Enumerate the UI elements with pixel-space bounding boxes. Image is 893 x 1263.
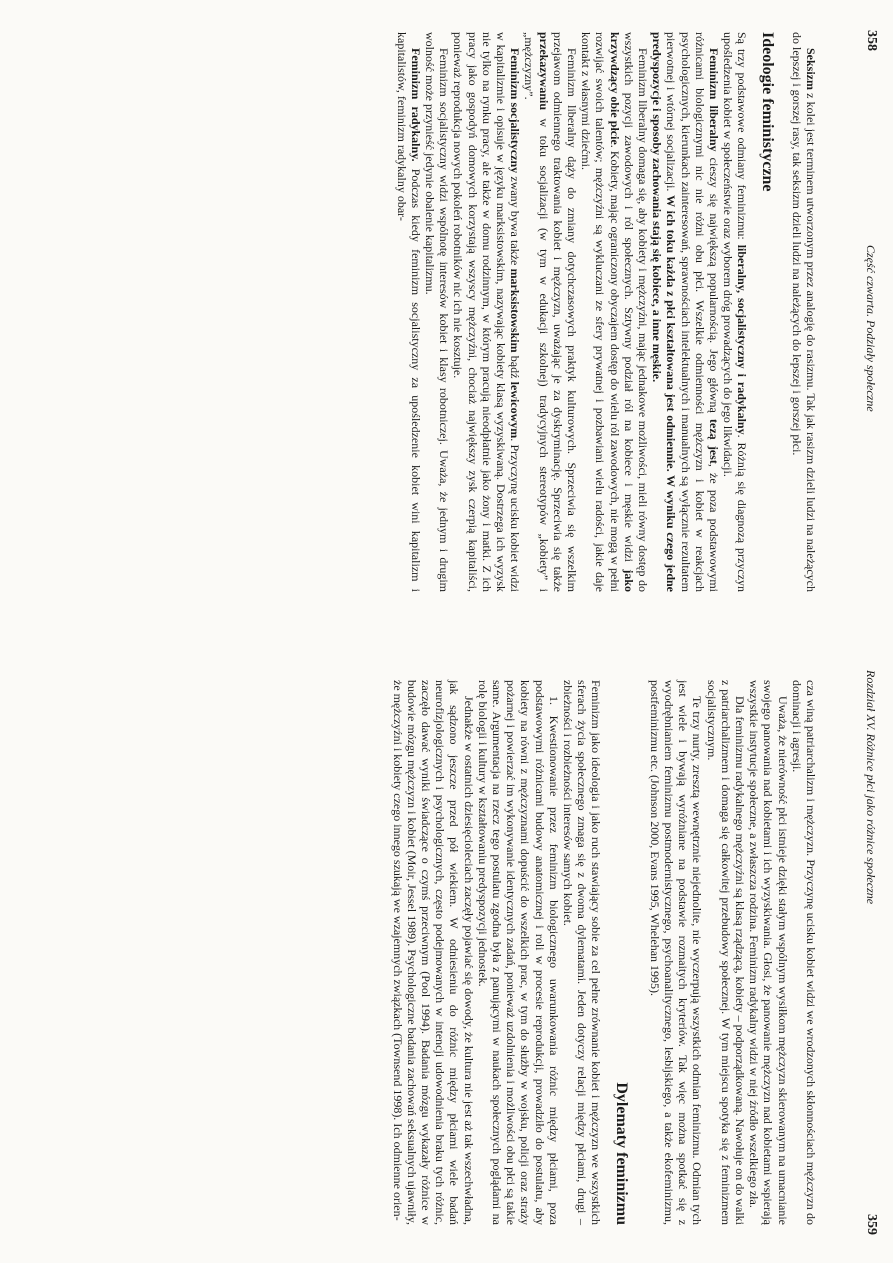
paragraph: Te trzy nurty, zresztą wewnętrznie niejednolite, nie wyczerpują wszystkich odmian feminizmu. Odmian tych jest wiele i bywają wyróżniane na podstawie rozmaitych kryteriów. Tak więc można spotkać się z wyodrębnianiem feminizmu postmodernistycznego, psychoanalitycznego, lesbijskiego, a także ekofeminizmu, postfeminizmu etc. (Johnson 2000, Evans 1995, Whelehan 1995).: [647, 680, 705, 1225]
paragraph: Uważa, że nierówność płci istnieje dzięki stałym wspólnym wysiłkom mężczyzn skierowanym na umacnianie swojego panowania nad kobietami i ich wyzyskiwania. Głosi, że panowanie mężczyzn nad kobietami wspierają wszystkie instytucje społeczne, a zwłaszcza rodzina. Feminizm radykalny widzi w niej źródło wszelkiego zła.: [747, 680, 790, 1225]
right-running-head-title: Rozdział XV. Różnice płci jako różnice społeczne: [864, 670, 878, 905]
section-heading-ideologies: Ideologie feministyczne: [758, 32, 776, 192]
paragraph: 1. Kwestionowanie przez feminizm biologicznego uwarunkowania różnic między płciami, poza podstawowymi różnicami budowy anatomicznej i roli w procesie reprodukcji, prowadziło do postulatu, aby kobiety na równi z mężczyznami dopuścić do wszelkich prac, w tym do służby w wojsku, policji oraz straży pożarnej i powierzać im wykonywanie identycznych zadań, ponieważ uzdolnienia i możliwości obu płci są takie same. Argumentacja na rzecz tego postulatu zgodna była z panującymi w naukach społecznych poglądami na rolę biologii i kultury w kształtowaniu predyspozycji jednostek.: [475, 680, 561, 1225]
paragraph: cza winą patriarchalizm i mężczyzn. Przyczynę ucisku kobiet widzi we wrodzonych skłonnościach mężczyzn do dominacji i agresji.: [789, 680, 818, 1225]
left-body: [394, 32, 749, 592]
paragraph: Feminizm socjalistyczny zwany bywa także marksistowskim bądź lewicowym. Przyczynę ucisku kobiet widzi w kapitalizmie i opisuje w języku marksistowskim, nazywając kobiety klasą wyzyskiwaną. Dostrzega ich wyzysk nie tylko na rynku pracy, ale także w domu rodzinnym, w którym pracują nieodpłatnie jako żony i matki. Z ich pracy jako gospodyń domowych korzystają wszyscy mężczyźni, chociaż największy zysk czerpią kapitaliści, ponieważ reprodukcja nowych pokoleń robotników nic ich nie kosztuje.: [451, 32, 523, 593]
paragraph: Feminizm jako ideologia i jako ruch stawiający sobie za cel pełne zrównanie kobiet i mężczyzn we wszystkich sferach życia społecznego zmaga się z dwoma dylematami. Jeden dotyczy relacji między płciami, drugi – zbieżności i rozbieżności interesów samych kobiet.: [560, 680, 604, 1225]
section-heading-dilemmas: Dylematy feminizmu: [612, 1082, 630, 1225]
paragraph: Feminizm radykalny. Podczas kiedy feminizm socjalistyczny za upośledzenie kobiet wini kapitalizm i kapitalistów, feminizm radykalny obar-: [394, 32, 423, 592]
left-page-number: 358: [864, 30, 879, 51]
right-text-column: [390, 680, 818, 1225]
left-running-head-title: Część czwarta. Podziały społeczne: [864, 245, 878, 412]
right-page: [0, 640, 893, 1255]
paragraph: Jednakże w ostatnich dziesięcioleciach zaczęły pojawiać się dowody, że kultura nie jest aż tak wszechwładna, jak sądzono jeszcze przed pół wiekiem. W odniesieniu do różnic między płciami wiele badań neurofizjologicznych i psychologicznych, często podejmowanych w intencji udowodnienia braku tych różnic, zaczęło dawać wyniki świadczące o czymś przeciwnym (Pool 1994). Badania mózgu wykazały różnice w budowie mózgu mężczyzn i kobiet (Moir, Jessel 1989). Psychologiczne badania zachowań seksualnych ujawniły, że mężczyźni i kobiety czego innego szukają we wzajemnych związkach (Townsend 1998). Ich odmienne orien-: [390, 680, 476, 1225]
right-body-bottom: [390, 680, 603, 1225]
left-page: [0, 0, 893, 620]
paragraph: Feminizm liberalny cieszy się największą popularnością. Jego główną tezą jest, że poza podstawowymi różnicami biologicznymi nic nie różni obu płci. Wszelkie odmienności mężczyzn i kobiet w reakcjach psychologicznych, kierunkach zainteresowań, sprawnościach intelektualnych i manualnych są wyłącznie rezultatem pierwotnej i wtórnej socjalizacji. W ich toku każda z płci kształtowana jest odmiennie. W wyniku czego jedne predyspozycje i sposoby zachowania stają się kobiece, a inne męskie.: [650, 32, 721, 592]
right-page-number: 359: [864, 1214, 879, 1235]
left-text-column: [394, 32, 818, 592]
paragraph: Są trzy podstawowe odmiany feminizmu: liberalny, socjalistyczny i radykalny. Różnią się diagnozą przyczyn upośledzenia kobiet w społeczeństwie oraz wyborem dróg prowadzących do jego likwidacji.: [721, 32, 750, 592]
paragraph: Feminizm socjalistyczny widzi wspólnotę interesów kobiet i klasy robotniczej. Uważa, że jednym i drugim wolność może przynieść jedynie obalenie kapitalizmu.: [422, 32, 452, 592]
left-intro: [790, 32, 818, 592]
paragraph: Seksizm z kolei jest terminem utworzonym przez analogię do rasizmu. Tak jak rasizm dzieli ludzi na należących do lepszej i gorszej rasy, tak seksizm dzieli ludzi na należących do lepszej i gorszej płci.: [789, 32, 818, 592]
paragraph: Feminizm liberalny domaga się, aby kobiety i mężczyźni, mając jednakowe możliwości, mieli równy dostęp do wszystkich pozycji zawodowych i ról społecznych. Sztywny podział ról na kobiece i męskie widzi jako krzywdzący obie płcie. Kobiety, mając ograniczony obyczajem dostęp do wielu ról zawodowych, nie mogą w pełni rozwijać swoich talentów; mężczyźni są wykluczani ze sfery prywatnej i pozbawiani wielu radości, jakie daje kontakt z własnymi dziećmi.: [579, 32, 650, 593]
left-running-head: [859, 30, 883, 600]
right-body-top: [648, 680, 818, 1225]
paragraph: Feminizm liberalny dąży do zmiany dotychczasowych praktyk kulturowych. Sprzeciwia się wszelkim przejawom odmiennego traktowania kobiet i mężczyzn, uważając je za dyskryminację. Sprzeciwia się także przekazywaniu w toku socjalizacji (w tym w edukacji szkolnej) tradycyjnych stereotypów „kobiety” i „mężczyzny”.: [522, 32, 579, 592]
right-running-head: [859, 670, 883, 1235]
paragraph: Dla feminizmu radykalnego mężczyźni są klasą rządzącą, kobiety – podporządkowaną. Nawołuje on do walki z patriarchalizmem i domaga się całkowitej przebudowy społecznej. W tym miejscu spotyka się z feminizmem socjalistycznym.: [704, 680, 747, 1225]
